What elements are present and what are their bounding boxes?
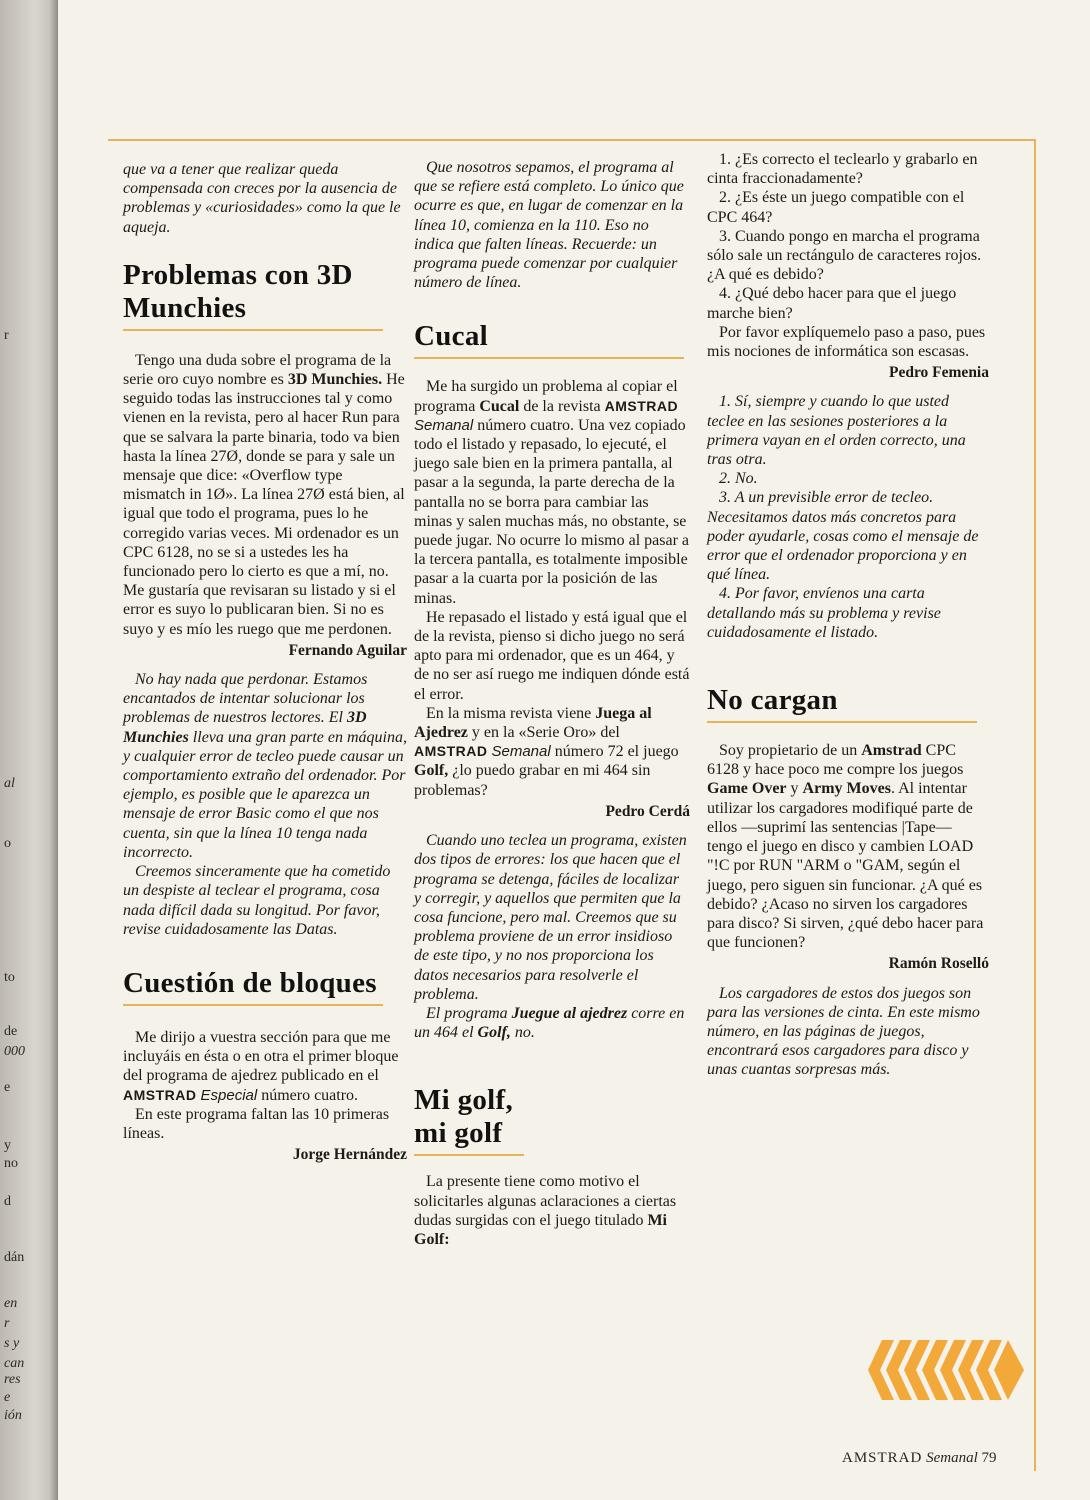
left-fragment: 000 (4, 1044, 25, 1059)
answer-text: 2. No. (719, 470, 758, 488)
answer-text: El programa Juegue al ajedrez corre en un 464 el Golf, no. (414, 1004, 685, 1042)
letter-signature: Ramón Roselló (888, 955, 989, 973)
answer-text: Creemos sinceramente que ha cometido un despiste al teclear el programa, cosa nada difícil dada su longitud. Por favor, revise cuidadosamente las Datas. (123, 863, 391, 938)
answer-text: 3. A un previsible error de tecleo. Necesitamos datos más concretos para poder ayudarle, cosas como el mensaje de error que el ordenador proporciona y en qué línea. (707, 489, 979, 584)
left-fragment: r (4, 1316, 10, 1331)
page-number: 79 (981, 1450, 997, 1466)
section-heading-no-cargan: No cargan (707, 684, 977, 723)
letter-text: Me ha surgido un problema al copiar el programa Cucal de la revista AMSTRAD Semanal número cuatro. Una vez copiado todo el listado y repasado, lo ejecuté, el juego sale bien en la primera pantalla, al pasar a la segunda, la parte derecha de la pantalla no se borra para cambiar las minas y salen muchas más, no obstante, se puede jugar. No ocurre lo mismo al pasar a la tercera pantalla, es totalmente imposible pasar a la cuarta por la posición de las minas. (414, 378, 690, 607)
magazine-issue: Semanal (926, 1450, 978, 1466)
answer-text: Cuando uno teclea un programa, existen dos tipos de errores: los que hacen que el programa se detenga, fáciles de localizar y corregir, y aquellos que permiten que la cosa funcione, pero mal. Creemos que su problema proviene de un error insidioso de este tipo, y no nos proporciona los datos necesarios para resolverle el problema. (414, 832, 687, 1003)
answer-text: 4. Por favor, envíenos una carta detallando más su problema y revise cuidadosamente el listado. (707, 585, 941, 641)
question-text: Por favor explíquemelo paso a paso, pues mis nociones de informática son escasas. (707, 323, 986, 361)
left-fragment: r (4, 328, 9, 343)
letter-text: En este programa faltan las 10 primeras líneas. (123, 1105, 390, 1142)
section-heading-mi-golf: Mi golf, mi golf (414, 1084, 524, 1156)
left-fragment: no (4, 1156, 18, 1171)
left-fragment: y (4, 1138, 11, 1153)
answer-text: que va a tener que realizar queda compensada con creces por la ausencia de problemas y «curiosidades» como la que le aqueja. (123, 161, 401, 236)
letter-signature: Pedro Cerdá (605, 802, 690, 820)
column-1 (123, 160, 407, 1164)
section-heading-cucal: Cucal (414, 320, 684, 359)
answer-text: No hay nada que perdonar. Estamos encantados de intentar solucionar los problemas de nuestros lectores. El 3D Munchies lleva una gran parte en máquina, y cualquier error de tecleo puede causar un comportamiento extraño del ordenador. Por ejemplo, es posible que le aparezca un mensaje de error Basic como el que nos cuenta, sin que la línea 10 tenga nada incorrecto. (123, 671, 407, 861)
left-fragment: s y (4, 1336, 20, 1351)
left-fragment: en (4, 1296, 18, 1311)
letter-text: He repasado el listado y está igual que el de la revista, pienso si dicho juego no será apto para mi ordenador, que es un 464, y de no ser así ruego me indiquen dónde está el error. (414, 608, 690, 703)
letter-text: La presente tiene como motivo el solicitarles algunas aclaraciones a ciertas dudas surgidas con el juego titulado Mi Golf: (414, 1173, 677, 1248)
frame-rule-right (1034, 139, 1036, 1471)
left-fragment: to (4, 970, 15, 985)
magazine-name: AMSTRAD (842, 1450, 923, 1466)
answer-text: Que nosotros sepamos, el programa al que se refiere está completo. Lo único que ocurre es que, en lugar de comenzar en la línea 10, comienza en la 110. Eso no indica que falten líneas. Recuerde: un programa puede comenzar por cualquier número de línea. (414, 159, 684, 292)
letter-text: Soy propietario de un Amstrad CPC 6128 y hace poco me compre los juegos Game Over y Army Moves. Al intentar utilizar los cargadores modifiqué parte de ellos —suprimí las sentencias |Tape— tengo el juego en disco y cambien LOAD "!C por RUN "ARM o "GAM, según el juego, pero siguen sin funcionar. ¿A qué es debido? ¿Acaso no sirven los cargadores para disco? Si sirven, ¿qué debo hacer para que funcionen? (707, 742, 984, 952)
letter-signature: Jorge Hernández (292, 1146, 407, 1164)
column-2 (414, 158, 690, 1249)
adjacent-page-edge (0, 0, 58, 1500)
left-fragment: dán (4, 1250, 25, 1265)
question-text: 1. ¿Es correcto el teclearlo y grabarlo en cinta fraccionadamente? (707, 151, 978, 188)
left-fragment: ión (4, 1408, 22, 1423)
left-fragment: de (4, 1024, 18, 1039)
left-fragment: al (4, 776, 15, 791)
letter-text: Tengo una duda sobre el programa de la serie oro cuyo nombre es 3D Munchies. He seguido todas las instrucciones tal y como vienen en la revista, pero al hacer Run para que se salvara la parte binaria, todo va bien hasta la línea 27Ø, donde se para y sale un mensaje que dice: «Overflow type mismatch in 1Ø». La línea 27Ø está bien, al igual que todo el programa, pues lo he corregido varias veces. Mi ordenador es un CPC 6128, no se si a ustedes les ha funcionado pero lo cierto es que a mí, no. Me gustaría que revisaran su listado y si el error es suyo lo publicaran bien. Si no es suyo y es mío les ruego que me perdonen. (123, 351, 405, 638)
letter-signature: Fernando Aguilar (288, 641, 407, 659)
answer-text: Los cargadores de estos dos juegos son para las versiones de cinta. En este mismo número, en las páginas de juegos, encontrará esos cargadores para disco y unas cuantas sorpresas más. (707, 984, 980, 1079)
left-fragment: res (4, 1372, 21, 1387)
letter-text: Me dirijo a vuestra sección para que me incluyáis en ésta o en otra el primer bloque del programa de ajedrez publicado en el AMSTRAD Especial número cuatro. (123, 1028, 399, 1104)
answer-text: 1. Sí, siempre y cuando lo que usted teclee en las sesiones posteriores a la primera vayan en el orden correcto, una tras otra. (707, 393, 966, 469)
question-text: 3. Cuando pongo en marcha el programa sólo sale un rectángulo de caracteres rojos. ¿A qué es debido? (707, 227, 982, 284)
column-3 (707, 150, 989, 1080)
left-fragment: e (4, 1390, 11, 1405)
chevron-decoration-icon (868, 1340, 1024, 1400)
section-heading-cuestion-de-bloques: Cuestión de bloques (123, 967, 383, 1006)
question-text: 2. ¿Es éste un juego compatible con el CPC 464? (707, 189, 965, 226)
question-text: 4. ¿Qué debo hacer para que el juego marche bien? (707, 285, 957, 322)
left-fragment: d (4, 1194, 11, 1209)
letter-signature: Pedro Femenia (888, 364, 989, 382)
magazine-page (58, 0, 1090, 1500)
section-heading-3d-munchies: Problemas con 3D Munchies (123, 259, 383, 331)
left-fragment: can (4, 1356, 25, 1371)
left-fragment: e (4, 1080, 11, 1095)
left-fragment: o (4, 836, 11, 851)
letter-text: En la misma revista viene Juega al Ajedrez y en la «Serie Oro» del AMSTRAD Semanal número 72 el juego Golf, ¿lo puedo grabar en mi 464 sin problemas? (414, 704, 679, 799)
frame-rule-top (108, 139, 1034, 141)
page-footer (842, 1450, 997, 1467)
